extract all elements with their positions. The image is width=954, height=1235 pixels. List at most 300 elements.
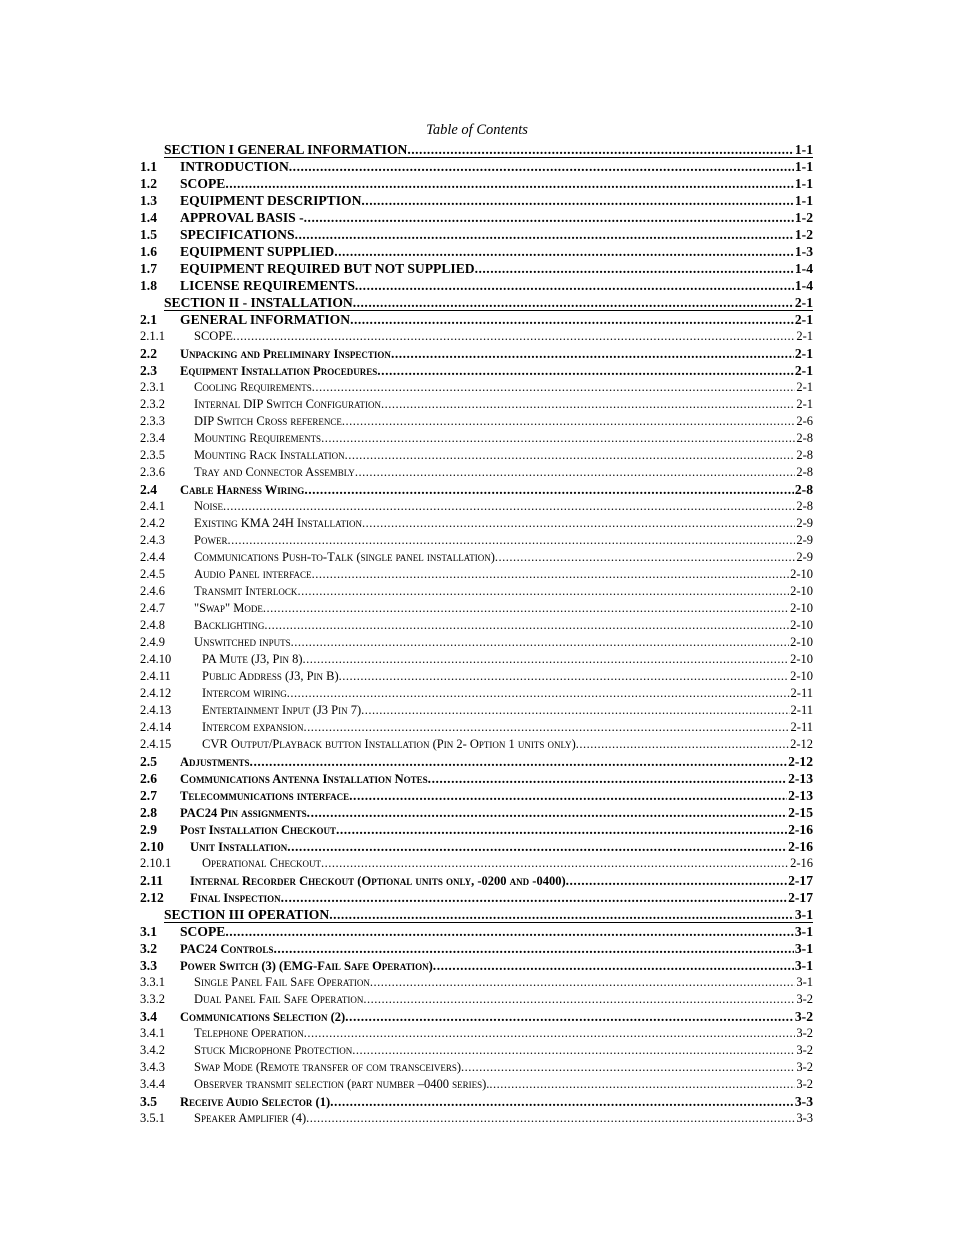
toc-page-number: 1-4 — [794, 278, 813, 293]
toc-entry[interactable] — [140, 413, 813, 430]
toc-dot-leader — [345, 1008, 794, 1025]
toc-entry-title: DIP Switch Cross reference — [194, 414, 342, 428]
toc-entry-text — [194, 328, 813, 345]
toc-entry-title: Equipment Installation Procedures — [180, 364, 378, 378]
toc-page-number: 2-16 — [788, 839, 813, 854]
toc-entry-title: Adjustments — [180, 755, 250, 769]
toc-entry[interactable] — [140, 855, 813, 872]
toc-entry-text — [180, 277, 813, 294]
toc-entry[interactable] — [140, 957, 813, 974]
toc-entry[interactable] — [140, 532, 813, 549]
toc-dot-leader — [428, 770, 787, 787]
toc-entry-text — [202, 855, 813, 872]
toc-dot-leader — [307, 804, 787, 821]
toc-dot-leader — [336, 821, 787, 838]
toc-page-number: 2-11 — [790, 703, 813, 717]
toc-page-number: 3-2 — [796, 992, 813, 1006]
toc-dot-leader — [233, 328, 795, 345]
toc-page-number: 3-1 — [794, 958, 813, 973]
toc-dot-leader — [350, 311, 794, 328]
toc-entry-text — [194, 549, 813, 566]
toc-entry[interactable] — [140, 549, 813, 566]
toc-entry-title: Existing KMA 24H Installation — [194, 516, 362, 530]
toc-entry[interactable] — [140, 362, 813, 379]
toc-entry-title: SCOPE — [194, 329, 233, 343]
toc-entry-text — [180, 209, 813, 226]
toc-dot-leader — [306, 1110, 795, 1127]
toc-entry[interactable] — [140, 243, 813, 260]
toc-entry-number: 2.10.1 — [140, 856, 172, 870]
toc-page-number: 2-1 — [794, 312, 813, 327]
toc-entry-title: Communications Antenna Installation Notes — [180, 772, 428, 786]
toc-entry-title: PA Mute (J3, Pin 8) — [202, 652, 303, 666]
toc-entry[interactable] — [140, 719, 813, 736]
toc-entry-text — [194, 583, 813, 600]
toc-dot-leader — [355, 277, 794, 294]
toc-entry-title: GENERAL INFORMATION — [180, 312, 351, 327]
toc-entry-number: 2.4 — [140, 482, 157, 497]
toc-page-number: 3-3 — [796, 1111, 813, 1125]
toc-entry-text — [194, 974, 813, 991]
toc-page-number: 1-2 — [794, 227, 813, 242]
toc-entry[interactable] — [140, 481, 813, 498]
toc-dot-leader — [461, 1059, 795, 1076]
toc-dot-leader — [566, 872, 787, 889]
toc-entry[interactable] — [140, 1025, 813, 1042]
toc-entry-text — [194, 447, 813, 464]
toc-entry[interactable] — [140, 617, 813, 634]
toc-dot-leader — [264, 617, 789, 634]
toc-page-number: 2-13 — [788, 788, 813, 803]
toc-entry-number: 2.3.2 — [140, 397, 165, 411]
toc-page-number: 2-8 — [796, 448, 813, 462]
toc-entry-text — [180, 804, 813, 821]
toc-entry-title: INTRODUCTION — [180, 159, 289, 174]
toc-entry[interactable] — [140, 974, 813, 991]
toc-entry-text — [202, 702, 813, 719]
toc-entry-number: 1.7 — [140, 261, 157, 276]
toc-page-number: 2-8 — [796, 499, 813, 513]
toc-dot-leader — [349, 787, 787, 804]
toc-entry-text — [180, 940, 813, 957]
toc-entry-number: 2.1 — [140, 312, 157, 327]
toc-entry-title: Public Address (J3, Pin B) — [202, 669, 339, 683]
toc-entry-title: CVR Output/Playback button Installation (Pin 2- Option 1 units only) — [202, 737, 576, 751]
toc-entry-title: APPROVAL BASIS - — [180, 210, 304, 225]
toc-entry-title: Observer transmit selection (part number –0400 series). — [194, 1077, 490, 1091]
toc-entry[interactable] — [140, 447, 813, 464]
toc-page-number: 3-3 — [794, 1094, 813, 1109]
toc-page-number: 2-1 — [796, 329, 813, 343]
toc-entry-title: Dual Panel Fail Safe Operation — [194, 992, 364, 1006]
toc-entry-number: 2.4.14 — [140, 720, 172, 734]
toc-page-number: 2-9 — [796, 533, 813, 547]
toc-entry-text — [164, 294, 813, 311]
toc-entry-text — [194, 1059, 813, 1076]
toc-entry-number: 2.4.13 — [140, 703, 172, 717]
toc-section-heading[interactable] — [164, 141, 813, 158]
toc-page-number: 2-1 — [794, 295, 813, 310]
toc-entry[interactable] — [140, 498, 813, 515]
toc-dot-leader — [312, 566, 790, 583]
toc-entry[interactable] — [140, 396, 813, 413]
toc-entry-title: Communications Selection (2) — [180, 1010, 346, 1024]
toc-entry-title: Unit Installation — [190, 840, 288, 854]
toc-page-number: 2-6 — [796, 414, 813, 428]
toc-entry-number: 2.4.8 — [140, 618, 165, 632]
toc-page-number: 2-1 — [794, 346, 813, 361]
toc-entry[interactable] — [140, 515, 813, 532]
toc-dot-leader — [330, 1093, 794, 1110]
toc-page-number: 3-2 — [796, 1043, 813, 1057]
toc-entry-number: 3.3 — [140, 958, 157, 973]
toc-dot-leader — [355, 464, 796, 481]
toc-dot-leader — [362, 515, 795, 532]
toc-entry-text — [180, 311, 813, 328]
toc-entry[interactable] — [140, 379, 813, 396]
toc-entry-title: SPECIFICATIONS — [180, 227, 295, 242]
toc-entry[interactable] — [140, 685, 813, 702]
toc-entry[interactable] — [140, 634, 813, 651]
toc-entry-text — [180, 821, 813, 838]
toc-dot-leader — [361, 192, 793, 209]
toc-page-number: 3-1 — [794, 907, 813, 922]
toc-entry-text — [202, 736, 813, 753]
toc-entry[interactable] — [140, 838, 813, 855]
toc-dot-leader — [291, 634, 789, 651]
toc-entry-number: 2.1.1 — [140, 329, 165, 343]
toc-entry[interactable] — [140, 668, 813, 685]
toc-page-number: 2-15 — [788, 805, 813, 820]
toc-entry-title: Tray and Connector Assembly — [194, 465, 355, 479]
toc-entry-title: SCOPE — [180, 924, 226, 939]
toc-entry-title: Final Inspection — [190, 891, 281, 905]
toc-page-number: 2-17 — [788, 890, 813, 905]
toc-entry[interactable] — [140, 158, 813, 175]
toc-dot-leader — [295, 226, 794, 243]
toc-entry-title: SECTION I GENERAL INFORMATION — [164, 142, 408, 157]
toc-entry-number: 2.4.2 — [140, 516, 165, 530]
toc-entry[interactable] — [140, 872, 813, 889]
toc-entry-text — [180, 1008, 813, 1025]
toc-page-number: 2-8 — [796, 431, 813, 445]
toc-dot-leader — [303, 651, 790, 668]
toc-entry-text — [190, 889, 813, 906]
toc-entry[interactable] — [140, 787, 813, 804]
toc-dot-leader — [287, 685, 790, 702]
toc-entry[interactable] — [140, 277, 813, 294]
toc-entry-number: 3.5 — [140, 1094, 157, 1109]
toc-page-number: 2-11 — [790, 686, 813, 700]
toc-dot-leader — [334, 243, 794, 260]
toc-entry-number: 3.4.2 — [140, 1043, 165, 1057]
toc-page-number: 2-12 — [788, 754, 813, 769]
toc-entry-text — [180, 923, 813, 940]
toc-entry-text — [190, 872, 813, 889]
toc-dot-leader — [225, 175, 794, 192]
toc-page-number: 1-2 — [794, 210, 813, 225]
toc-page-number: 3-2 — [796, 1026, 813, 1040]
toc-entry-number: 2.3.4 — [140, 431, 165, 445]
toc-entry-text — [180, 787, 813, 804]
toc-entry-text — [180, 753, 813, 770]
toc-dot-leader — [576, 736, 789, 753]
toc-dot-leader — [352, 1042, 795, 1059]
toc-entry-text — [194, 430, 813, 447]
toc-entry-text — [180, 260, 813, 277]
toc-entry[interactable] — [140, 226, 813, 243]
toc-entry[interactable] — [140, 1093, 813, 1110]
toc-entry-number: 3.2 — [140, 941, 157, 956]
toc-entry-text — [180, 1093, 813, 1110]
toc-entry-number: 1.5 — [140, 227, 157, 242]
toc-entry-number: 2.3.3 — [140, 414, 165, 428]
toc-entry-number: 2.7 — [140, 788, 157, 803]
toc-entry-title: Operational Checkout — [202, 856, 321, 870]
toc-page-number: 1-4 — [794, 261, 813, 276]
toc-entry[interactable] — [140, 736, 813, 753]
toc-entry[interactable] — [140, 175, 813, 192]
toc-dot-leader — [361, 702, 789, 719]
toc-dot-leader — [329, 906, 794, 923]
toc-page-number: 2-10 — [790, 601, 813, 615]
toc-entry-text — [194, 617, 813, 634]
toc-page-number: 2-10 — [790, 652, 813, 666]
toc-entry-text — [202, 719, 813, 736]
toc-entry-title: Internal Recorder Checkout (Optional units only, -0200 and -0400) — [190, 874, 566, 888]
toc-entry[interactable] — [140, 566, 813, 583]
toc-dot-leader — [370, 974, 796, 991]
toc-entry[interactable] — [140, 940, 813, 957]
toc-entry[interactable] — [140, 260, 813, 277]
toc-page-number: 1-1 — [794, 159, 813, 174]
toc-entry-number: 2.4.3 — [140, 533, 165, 547]
toc-entry-number: 1.1 — [140, 159, 157, 174]
toc-entry-number: 2.12 — [140, 890, 164, 905]
toc-dot-leader — [223, 498, 795, 515]
toc-entry-text — [194, 991, 813, 1008]
toc-page-number: 2-10 — [790, 567, 813, 581]
toc-entry-title: PAC24 Pin assignments — [180, 806, 307, 820]
toc-entry-text — [164, 141, 813, 158]
toc-dot-leader — [433, 957, 794, 974]
toc-entry-number: 2.4.7 — [140, 601, 165, 615]
toc-dot-leader — [321, 430, 795, 447]
toc-entry-title: Cooling Requirements — [194, 380, 312, 394]
toc-entry-number: 1.8 — [140, 278, 157, 293]
toc-page-number: 2-8 — [794, 482, 813, 497]
toc-page-number: 3-1 — [796, 975, 813, 989]
toc-section-heading[interactable] — [164, 294, 813, 311]
toc-entry-number: 3.4.4 — [140, 1077, 165, 1091]
toc-entry-title: Power — [194, 533, 228, 547]
toc-entry-title: Mounting Requirements — [194, 431, 322, 445]
toc-entry-text — [180, 243, 813, 260]
toc-entry-text — [202, 685, 813, 702]
toc-entry-text — [180, 957, 813, 974]
toc-entry-number: 3.1 — [140, 924, 157, 939]
toc-entry-text — [194, 413, 813, 430]
toc-entry-title: Telephone Operation — [194, 1026, 304, 1040]
toc-entry-title: Noise — [194, 499, 224, 513]
toc-entry-number: 1.3 — [140, 193, 157, 208]
toc-entry-text — [180, 226, 813, 243]
toc-entry-text — [202, 668, 813, 685]
toc-entry-title: Swap Mode (Remote transfer of com transceivers) — [194, 1060, 462, 1074]
toc-dot-leader — [225, 923, 794, 940]
toc-entry[interactable] — [140, 1008, 813, 1025]
toc-entry[interactable] — [140, 583, 813, 600]
toc-page-number: 2-10 — [790, 584, 813, 598]
toc-entry-number: 2.3 — [140, 363, 157, 378]
toc-entry-text — [194, 379, 813, 396]
toc-entry-text — [194, 498, 813, 515]
toc-entry-title: Transmit Interlock — [194, 584, 298, 598]
toc-entry-text — [194, 464, 813, 481]
toc-entry[interactable] — [140, 821, 813, 838]
toc-entry[interactable] — [140, 311, 813, 328]
toc-entry[interactable] — [140, 804, 813, 821]
toc-entry[interactable] — [140, 1110, 813, 1127]
toc-page-number: 2-10 — [790, 669, 813, 683]
toc-entry[interactable] — [140, 209, 813, 226]
toc-entry-number: 2.8 — [140, 805, 157, 820]
toc-dot-leader — [495, 549, 795, 566]
toc-dot-leader — [281, 889, 787, 906]
toc-entry[interactable] — [140, 770, 813, 787]
toc-page-number: 2-1 — [796, 380, 813, 394]
toc-dot-leader — [273, 940, 793, 957]
toc-dot-leader — [407, 141, 794, 158]
toc-page-number: 2-13 — [788, 771, 813, 786]
toc-entry-title: EQUIPMENT DESCRIPTION — [180, 193, 362, 208]
toc-entry-number: 2.4.5 — [140, 567, 165, 581]
toc-entry-text — [180, 175, 813, 192]
toc-dot-leader — [475, 260, 794, 277]
toc-entry-title: Unpacking and Preliminary Inspection — [180, 347, 391, 361]
toc-entry[interactable] — [140, 430, 813, 447]
toc-entry-number: 2.4.12 — [140, 686, 172, 700]
toc-entry[interactable] — [140, 753, 813, 770]
toc-page-number: 2-9 — [796, 516, 813, 530]
toc-page-number: 3-2 — [794, 1009, 813, 1024]
toc-page-number: 2-11 — [790, 720, 813, 734]
toc-entry-text — [202, 651, 813, 668]
toc-dot-leader — [287, 838, 787, 855]
toc-dot-leader — [227, 532, 795, 549]
toc-entry-title: PAC24 Controls — [180, 942, 274, 956]
toc-entry-number: 2.9 — [140, 822, 157, 837]
toc-entry-title: Entertainment Input (J3 Pin 7) — [202, 703, 362, 717]
toc-entry-text — [194, 396, 813, 413]
toc-entry-number: 3.4.1 — [140, 1026, 165, 1040]
toc-entry-title: EQUIPMENT REQUIRED BUT NOT SUPPLIED — [180, 261, 475, 276]
toc-entry-title: Telecommunications interface — [180, 789, 350, 803]
toc-dot-leader — [250, 753, 788, 770]
toc-entry-number: 1.4 — [140, 210, 157, 225]
toc-dot-leader — [304, 1025, 796, 1042]
toc-page-number: 3-1 — [794, 924, 813, 939]
toc-entry[interactable] — [140, 702, 813, 719]
toc-entry[interactable] — [140, 1076, 813, 1093]
toc-entry-title: Stuck Microphone Protection — [194, 1043, 353, 1057]
toc-dot-leader — [321, 855, 789, 872]
toc-entry-title: Single Panel Fail Safe Operation — [194, 975, 370, 989]
toc-entry[interactable] — [140, 1042, 813, 1059]
toc-dot-leader — [353, 294, 794, 311]
toc-dot-leader — [297, 583, 789, 600]
toc-entry-text — [180, 345, 813, 362]
toc-section-heading[interactable] — [164, 906, 813, 923]
toc-page-number: 2-9 — [796, 550, 813, 564]
toc-entry[interactable] — [140, 328, 813, 345]
toc-entry-title: Cable Harness Wiring — [180, 483, 305, 497]
toc-dot-leader — [304, 209, 794, 226]
toc-dot-leader — [363, 991, 795, 1008]
toc-entry[interactable] — [140, 651, 813, 668]
toc-dot-leader — [489, 1076, 795, 1093]
toc-entry[interactable] — [140, 192, 813, 209]
toc-entry-text — [180, 362, 813, 379]
toc-entry-text — [180, 158, 813, 175]
toc-entry-text — [194, 634, 813, 651]
toc-dot-leader — [381, 396, 795, 413]
toc-entry-number: 2.11 — [140, 873, 164, 888]
toc-entry[interactable] — [140, 600, 813, 617]
toc-page-number: 1-1 — [794, 176, 813, 191]
toc-entry-title: Audio Panel interface — [194, 567, 312, 581]
toc-page-number: 2-12 — [790, 737, 813, 751]
toc-entry-number: 2.4.4 — [140, 550, 165, 564]
toc-dot-leader — [312, 379, 796, 396]
toc-dot-leader — [339, 668, 789, 685]
toc-entry-number: 3.5.1 — [140, 1111, 165, 1125]
toc-entry-title: EQUIPMENT SUPPLIED — [180, 244, 335, 259]
toc-dot-leader — [304, 481, 794, 498]
toc-entry[interactable] — [140, 1059, 813, 1076]
toc-entry[interactable] — [140, 464, 813, 481]
toc-entry-title: "Swap" Mode — [194, 601, 263, 615]
toc-dot-leader — [377, 362, 794, 379]
toc-entry-title: SCOPE — [180, 176, 226, 191]
toc-entry-number: 2.5 — [140, 754, 157, 769]
toc-page-number: 2-10 — [790, 618, 813, 632]
table-of-contents — [140, 141, 813, 1127]
toc-page-number: 3-2 — [796, 1060, 813, 1074]
toc-entry-number: 2.3.1 — [140, 380, 165, 394]
toc-entry-text — [194, 600, 813, 617]
toc-entry-text — [194, 1025, 813, 1042]
toc-page-number: 2-16 — [790, 856, 813, 870]
toc-page-number: 1-1 — [794, 142, 813, 157]
toc-entry[interactable] — [140, 345, 813, 362]
toc-page-number: 1-1 — [794, 193, 813, 208]
toc-entry-title: LICENSE REQUIREMENTS — [180, 278, 355, 293]
toc-entry[interactable] — [140, 923, 813, 940]
toc-entry[interactable] — [140, 991, 813, 1008]
toc-entry-title: SECTION III OPERATION — [164, 907, 330, 922]
toc-entry-text — [180, 192, 813, 209]
toc-entry-title: Intercom expansion — [202, 720, 304, 734]
toc-entry-number: 2.4.10 — [140, 652, 172, 666]
toc-page-number: 2-1 — [794, 363, 813, 378]
toc-entry-text — [180, 481, 813, 498]
toc-entry-text — [180, 770, 813, 787]
toc-entry-number: 3.3.1 — [140, 975, 165, 989]
toc-page-number: 2-8 — [796, 465, 813, 479]
toc-entry-title: Mounting Rack Installation — [194, 448, 345, 462]
toc-entry[interactable] — [140, 889, 813, 906]
